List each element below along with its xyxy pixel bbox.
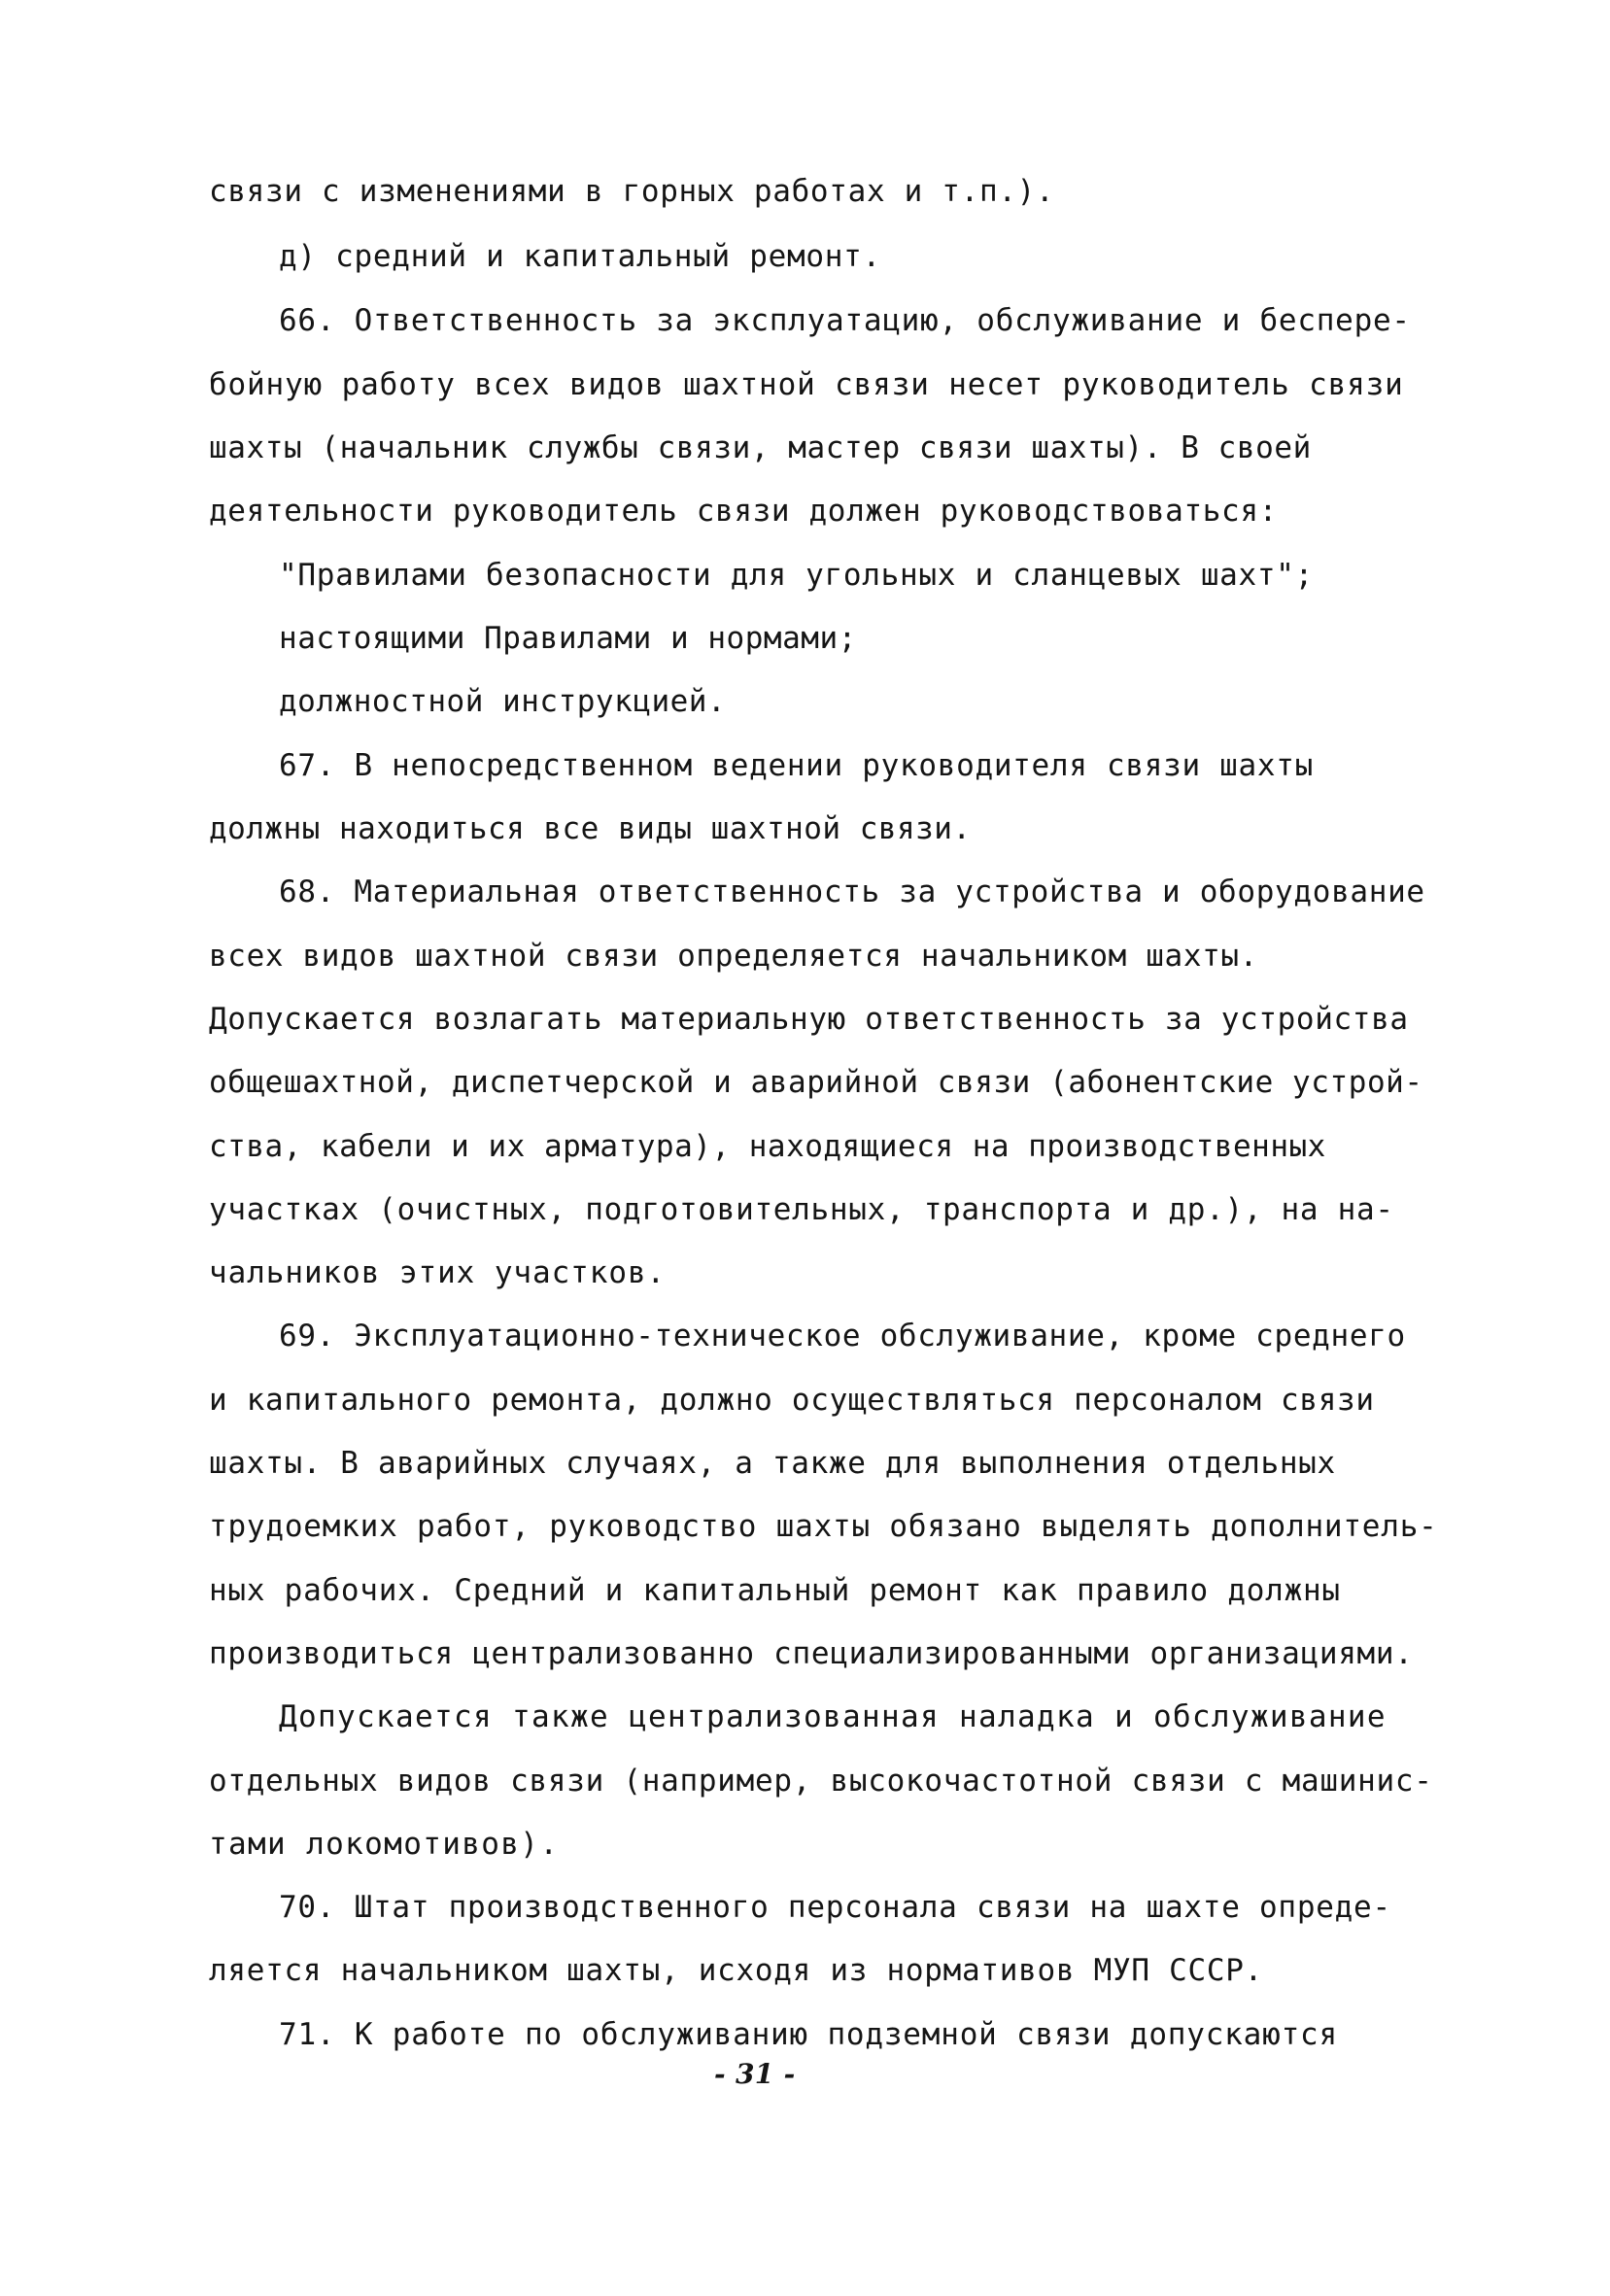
text-line: всех видов шахтной связи определяется начальником шахты. [209,939,1258,974]
text-line: 71. К работе по обслуживанию подземной связи допускаются [279,2017,1338,2052]
text-line: и капитального ремонта, должно осуществляться персоналом связи [209,1383,1375,1418]
text-line: производиться централизованно специализированными организациями. [209,1636,1414,1671]
text-line: 69. Эксплуатационно-техническое обслуживание, кроме среднего [279,1319,1406,1354]
text-line: связи с изменениями в горных работах и т.п.). [209,174,1055,209]
text-line: "Правилами безопасности для угольных и сланцевых шахт"; [279,558,1314,593]
text-line: шахты. В аварийных случаях, а также для выполнения отдельных [209,1446,1336,1481]
text-line: шахты (начальник службы связи, мастер связи шахты). В своей [209,430,1312,465]
page-number: - 31 - [714,2058,796,2090]
text-line: должностной инструкцией. [279,684,727,719]
text-line: чальников этих участков. [209,1255,667,1290]
text-line: 68. Материальная ответственность за устройства и оборудование [279,874,1425,909]
text-line: общешахтной, диспетчерской и аварийной связи (абонентские устрой- [209,1065,1423,1100]
text-line: должны находиться все виды шахтной связи. [209,811,972,846]
text-line: отдельных видов связи (например, высокочастотной связи с машинис- [209,1764,1433,1799]
text-line: 70. Штат производственного персонала связи на шахте опреде- [279,1890,1391,1925]
text-line: 67. В непосредственном ведении руководителя связи шахты [279,748,1314,783]
text-line: 66. Ответственность за эксплуатацию, обслуживание и беспере- [279,303,1411,338]
text-line: деятельности руководитель связи должен руководствоваться: [209,494,1278,529]
text-line: д) средний и капитальный ремонт. [279,239,881,274]
text-line: Допускается возлагать материальную ответственность за устройства [209,1002,1409,1037]
text-line: участках (очистных, подготовительных, транспорта и др.), на на- [209,1192,1394,1227]
text-line: трудоемких работ, руководство шахты обязано выделять дополнитель- [209,1509,1438,1544]
text-line: ляется начальником шахты, исходя из нормативов МУП СССР. [209,1953,1263,1988]
text-line: бойную работу всех видов шахтной связи несет руководитель связи [209,367,1404,402]
text-line: настоящими Правилами и нормами; [279,621,857,656]
text-line: тами локомотивов). [209,1827,560,1862]
text-line: Допускается также централизованная наладка и обслуживание [279,1699,1387,1734]
text-line: ных рабочих. Средний и капитальный ремонт как правило должны [209,1573,1341,1608]
text-line: ства, кабели и их арматура), находящиеся на производственных [209,1129,1326,1164]
